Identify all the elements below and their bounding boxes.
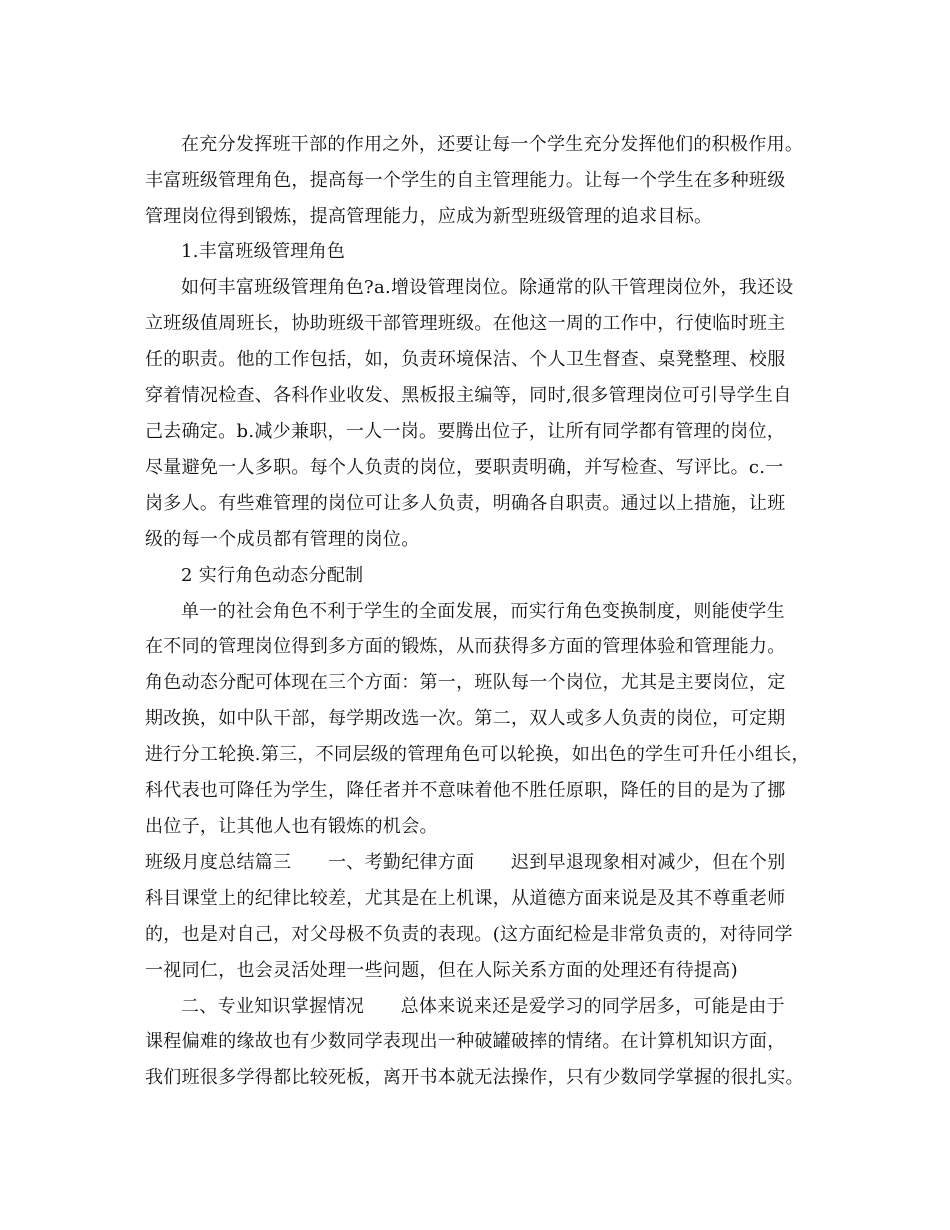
paragraph-line: 一视同仁，也会灵活处理一些问题，但在人际关系方面的处理还有待提高) (145, 960, 738, 981)
paragraph-line: 的，也是对自己，对父母极不负责的表现。(这方面纪检是非常负责的，对待同学 (145, 924, 793, 945)
paragraph-line: 二、专业知识掌握情况 总体来说来还是爱学习的同学居多，可能是由于 (181, 996, 785, 1017)
paragraph-line: 立班级值周班长，协助班级干部管理班级。在他这一周的工作中，行使临时班主 (145, 313, 786, 334)
paragraph-line: 级的每一个成员都有管理的岗位。 (145, 529, 420, 550)
section-heading: 1.丰富班级管理角色 (181, 241, 346, 262)
paragraph-line: 进行分工轮换.第三，不同层级的管理角色可以轮换，如出色的学生可升任小组长， (145, 744, 810, 765)
paragraph-line: 任的职责。他的工作包括，如，负责环境保洁、个人卫生督查、桌凳整理、校服 (145, 349, 786, 370)
paragraph-line: 尽量避免一人多职。每个人负责的岗位，要职责明确，并写检查、写评比。c.一 (145, 457, 784, 478)
paragraph-line: 如何丰富班级管理角色?a.增设管理岗位。除通常的队干管理岗位外，我还设 (181, 277, 794, 298)
paragraph-line: 科代表也可降任为学生，降任者并不意味着他不胜任原职，降任的目的是为了挪 (145, 780, 786, 801)
paragraph-line: 岗多人。有些难管理的岗位可让多人负责，明确各自职责。通过以上措施，让班 (145, 493, 786, 514)
paragraph-line: 班级月度总结篇三 一、考勤纪律方面 迟到早退现象相对减少，但在个别 (145, 852, 786, 873)
paragraph-line: 在充分发挥班干部的作用之外，还要让每一个学生充分发挥他们的积极作用。 (181, 134, 804, 155)
paragraph-line: 期改换，如中队干部，每学期改选一次。第二，双人或多人负责的岗位，可定期 (145, 708, 786, 729)
paragraph-line: 己去确定。b.减少兼职，一人一岗。要腾出位子，让所有同学都有管理的岗位， (145, 421, 786, 442)
paragraph-line: 丰富班级管理角色，提高每一个学生的自主管理能力。让每一个学生在多种班级 (145, 170, 786, 191)
paragraph-line: 课程偏难的缘故也有少数同学表现出一种破罐破摔的情绪。在计算机知识方面， (145, 1031, 786, 1052)
paragraph-line: 在不同的管理岗位得到多方面的锻炼，从而获得多方面的管理体验和管理能力。 (145, 636, 786, 657)
paragraph-line: 科目课堂上的纪律比较差，尤其是在上机课，从道德方面来说是及其不尊重老师 (145, 888, 786, 909)
paragraph-line: 管理岗位得到锻炼，提高管理能力，应成为新型班级管理的追求目标。 (145, 206, 713, 227)
section-heading: 2 实行角色动态分配制 (181, 565, 364, 586)
paragraph-line: 角色动态分配可体现在三个方面：第一，班队每一个岗位，尤其是主要岗位，定 (145, 672, 786, 693)
paragraph-line: 出位子，让其他人也有锻炼的机会。 (145, 816, 438, 837)
paragraph-line: 我们班很多学得都比较死板，离开书本就无法操作，只有少数同学掌握的很扎实。 (145, 1067, 804, 1088)
paragraph-line: 穿着情况检查、各科作业收发、黑板报主编等，同时,很多管理岗位可引导学生自 (145, 385, 792, 406)
paragraph-line: 单一的社会角色不利于学生的全面发展，而实行角色变换制度，则能使学生 (181, 601, 785, 622)
